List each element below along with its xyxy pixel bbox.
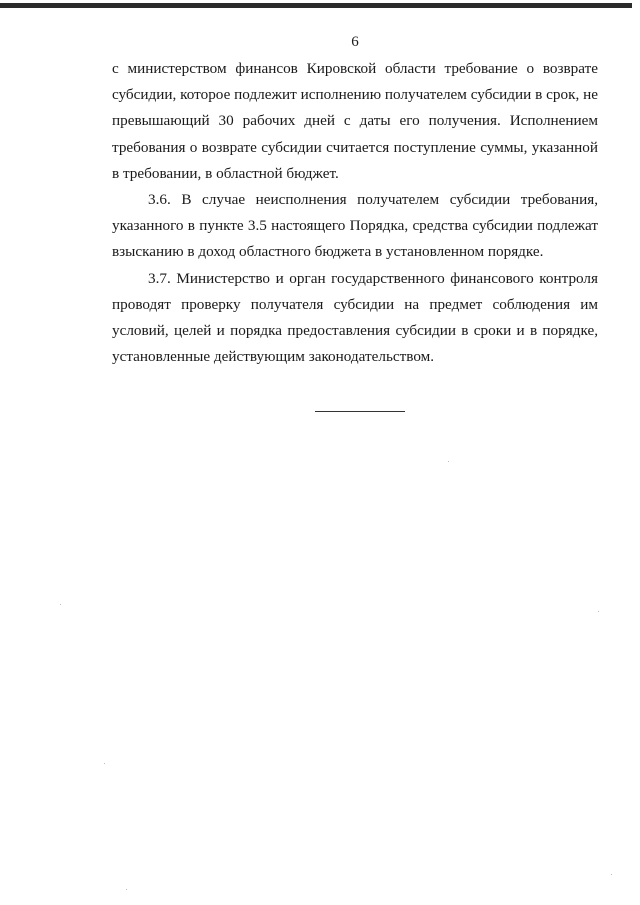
- scan-speck: [611, 874, 612, 875]
- scan-speck: [448, 461, 449, 462]
- page-number: [70, 34, 640, 51]
- scan-top-border: [0, 3, 632, 8]
- paragraph-clause-3-7: 3.7. Министерство и орган государственного финансового контроля проводят проверку получателя субсидии на предмет соблюдения им условий, целей и порядка предоставления субсидии в сроки и в порядке, установленные действующим законодательством.: [112, 269, 598, 366]
- document-body: [112, 56, 598, 370]
- scan-speck: [104, 763, 105, 764]
- page-number-text: 6: [351, 34, 359, 50]
- paragraph-clause-3-6: 3.6. В случае неисполнения получателем субсидии требования, указанного в пункте 3.5 настоящего Порядка, средства субсидии подлежат взысканию в доход областного бюджета в установленном порядке.: [112, 191, 598, 261]
- scan-speck: [60, 604, 61, 605]
- end-separator-line: [315, 411, 405, 412]
- paragraph-continuation: с министерством финансов Кировской области требование о возврате субсидии, которое подлежит исполнению получателем субсидии в срок, не превышающий 30 рабочих дней с даты его получения. Исполнением требования о возврате субсидии считается поступление суммы, указанной в требовании, в областной бюджет.: [112, 60, 598, 182]
- scan-speck: [126, 889, 127, 890]
- scan-speck: [598, 611, 599, 612]
